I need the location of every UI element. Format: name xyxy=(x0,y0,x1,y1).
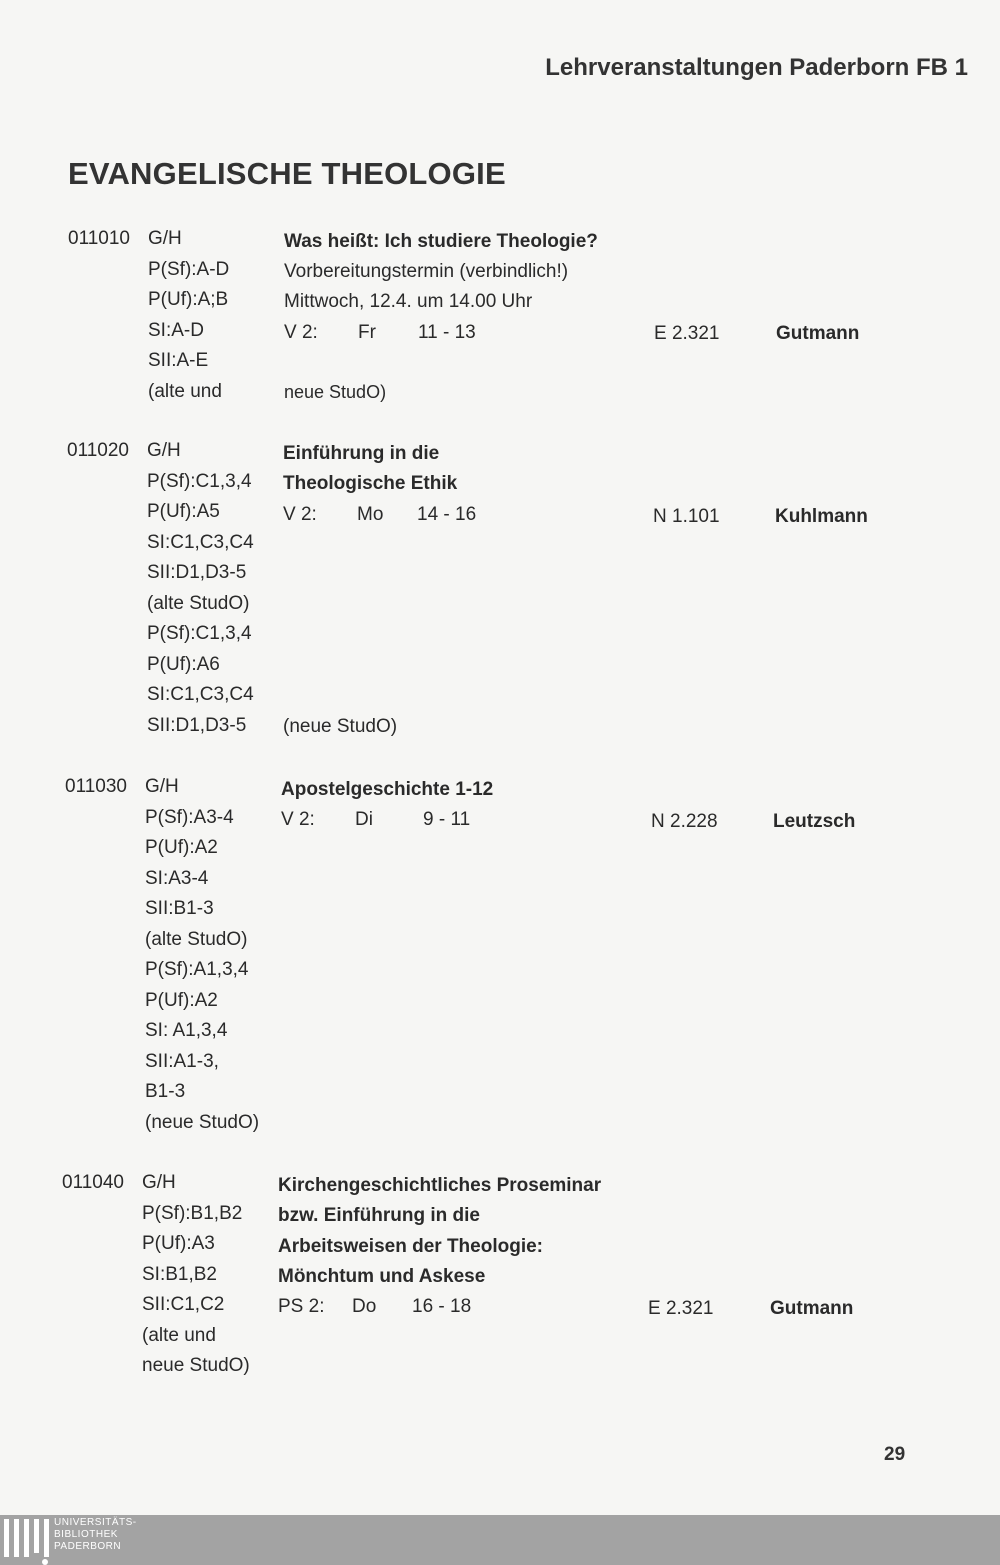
logo-line: BIBLIOTHEK xyxy=(54,1529,118,1540)
course-lecturer: Gutmann xyxy=(770,1298,854,1319)
requirement-line: P(Uf):A3 xyxy=(142,1233,215,1254)
requirement-line: SI:C1,C3,C4 xyxy=(147,532,254,553)
requirement-line: P(Sf):B1,B2 xyxy=(142,1203,243,1224)
course-title: Arbeitsweisen der Theologie: xyxy=(278,1236,543,1257)
course-type: PS 2: xyxy=(278,1296,325,1317)
logo-line: UNIVERSITÄTS- xyxy=(54,1517,137,1528)
requirement-line: SI:B1,B2 xyxy=(142,1264,217,1285)
requirement-line: P(Uf):A5 xyxy=(147,501,220,522)
library-logo-text xyxy=(54,1517,137,1553)
requirement-line: G/H xyxy=(148,228,182,249)
course-lecturer: Leutzsch xyxy=(773,811,856,832)
requirement-line: (neue StudO) xyxy=(145,1112,260,1133)
course-title: Apostelgeschichte 1-12 xyxy=(281,779,494,800)
course-number: 011040 xyxy=(62,1172,124,1193)
course-description: Vorbereitungstermin (verbindlich!) xyxy=(284,261,569,282)
requirement-line: G/H xyxy=(142,1172,176,1193)
course-type: V 2: xyxy=(283,504,317,525)
requirement-line: SI:A-D xyxy=(148,320,204,341)
course-room: N 1.101 xyxy=(653,506,720,527)
running-head: Lehrveranstaltungen Paderborn FB 1 xyxy=(545,54,968,81)
course-time: 14 - 16 xyxy=(417,504,477,525)
course-type: V 2: xyxy=(284,322,318,343)
course-lecturer: Gutmann xyxy=(776,323,860,344)
requirement-line: SI:C1,C3,C4 xyxy=(147,684,254,705)
requirement-line: B1-3 xyxy=(145,1081,186,1102)
course-title: bzw. Einführung in die xyxy=(278,1205,480,1226)
course-note: neue StudO) xyxy=(284,382,387,402)
requirement-line: (alte StudO) xyxy=(145,929,248,950)
requirement-line: P(Uf):A6 xyxy=(147,654,220,675)
requirement-line: SII:C1,C2 xyxy=(142,1294,225,1315)
requirement-line: SI:A3-4 xyxy=(145,868,209,889)
course-title: Mönchtum und Askese xyxy=(278,1266,486,1287)
requirement-line: SII:B1-3 xyxy=(145,898,214,919)
requirement-line: (alte und xyxy=(148,381,222,402)
course-day: Mo xyxy=(357,504,384,525)
course-title: Theologische Ethik xyxy=(283,473,458,494)
course-number: 011030 xyxy=(65,776,127,797)
course-title: Kirchengeschichtliches Proseminar xyxy=(278,1175,602,1196)
course-time: 16 - 18 xyxy=(412,1296,472,1317)
course-room: E 2.321 xyxy=(654,323,720,344)
requirement-line: SII:D1,D3-5 xyxy=(147,562,247,583)
requirement-line: P(Sf):C1,3,4 xyxy=(147,471,252,492)
requirement-line: P(Uf):A2 xyxy=(145,990,218,1011)
course-day: Fr xyxy=(358,322,376,343)
course-day: Do xyxy=(352,1296,377,1317)
course-room: E 2.321 xyxy=(648,1298,714,1319)
course-type: V 2: xyxy=(281,809,315,830)
course-note: (neue StudO) xyxy=(283,716,398,737)
requirement-line: neue StudO) xyxy=(142,1355,250,1376)
course-number: 011010 xyxy=(68,228,130,249)
footer-bar xyxy=(0,1515,1000,1565)
requirement-line: SI: A1,3,4 xyxy=(145,1020,228,1041)
course-room: N 2.228 xyxy=(651,811,718,832)
course-number: 011020 xyxy=(67,440,129,461)
requirement-line: G/H xyxy=(147,440,181,461)
course-title: Einführung in die xyxy=(283,443,440,464)
course-time: 11 - 13 xyxy=(418,322,476,343)
section-title: EVANGELISCHE THEOLOGIE xyxy=(68,156,506,191)
course-day: Di xyxy=(355,809,373,830)
requirement-line: P(Sf):A3-4 xyxy=(145,807,234,828)
course-description: Mittwoch, 12.4. um 14.00 Uhr xyxy=(284,291,533,312)
requirement-line: (alte StudO) xyxy=(147,593,250,614)
requirement-line: SII:D1,D3-5 xyxy=(147,715,247,736)
requirement-line: G/H xyxy=(145,776,179,797)
course-time: 9 - 11 xyxy=(423,809,471,830)
requirement-line: P(Sf):A1,3,4 xyxy=(145,959,249,980)
page-number: 29 xyxy=(884,1444,906,1465)
requirement-line: P(Uf):A;B xyxy=(148,289,229,310)
requirement-line: P(Sf):A-D xyxy=(148,259,230,280)
library-logo-icon xyxy=(4,1519,50,1561)
course-lecturer: Kuhlmann xyxy=(775,506,868,527)
course-title: Was heißt: Ich studiere Theologie? xyxy=(284,231,598,252)
requirement-line: SII:A1-3, xyxy=(145,1051,219,1072)
requirement-line: P(Sf):C1,3,4 xyxy=(147,623,252,644)
logo-line: PADERBORN xyxy=(54,1541,122,1552)
requirement-line: SII:A-E xyxy=(148,350,209,371)
requirement-line: (alte und xyxy=(142,1325,216,1346)
requirement-line: P(Uf):A2 xyxy=(145,837,218,858)
